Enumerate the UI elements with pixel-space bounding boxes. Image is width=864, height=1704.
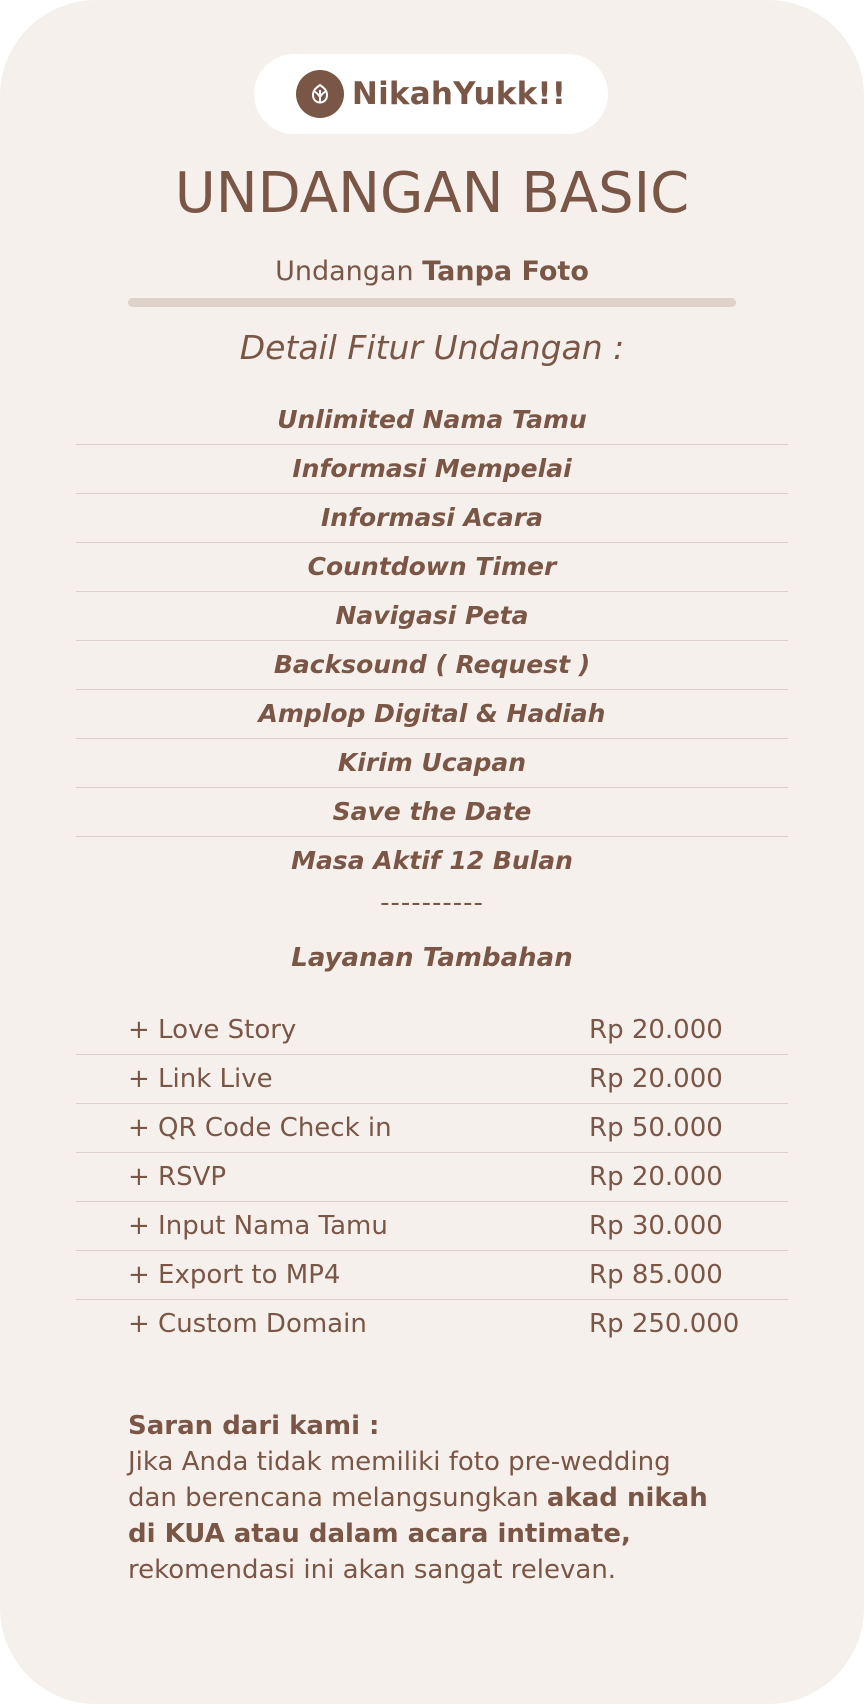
page-title: UNDANGAN BASIC <box>174 161 690 226</box>
advice-emphasis: akad nikah <box>546 1483 708 1513</box>
advice-line <box>128 1480 768 1516</box>
addon-price: Rp 20.000 <box>589 1064 723 1094</box>
addon-row <box>76 1251 788 1300</box>
header-divider <box>128 298 736 307</box>
feature-item: Navigasi Peta <box>76 592 788 641</box>
addon-list <box>76 1006 788 1349</box>
addon-price: Rp 30.000 <box>589 1211 723 1241</box>
addon-price: Rp 20.000 <box>589 1162 723 1192</box>
brand-logo <box>254 54 608 134</box>
addon-row <box>76 1202 788 1251</box>
subtitle-bold: Tanpa Foto <box>422 256 589 287</box>
brand-name: NikahYukk!! <box>351 76 567 112</box>
addon-name: + RSVP <box>128 1162 227 1192</box>
feature-item: Backsound ( Request ) <box>76 641 788 690</box>
feature-item: Informasi Acara <box>76 494 788 543</box>
addon-name: + Custom Domain <box>128 1309 367 1339</box>
advice-line: rekomendasi ini akan sangat relevan. <box>128 1555 617 1585</box>
addon-name: + Love Story <box>128 1015 297 1045</box>
feature-item: Kirim Ucapan <box>76 739 788 788</box>
advice-block <box>128 1408 768 1588</box>
feature-item: Unlimited Nama Tamu <box>76 396 788 445</box>
addons-heading: Layanan Tambahan <box>291 943 573 973</box>
addon-name: + Link Live <box>128 1064 273 1094</box>
addon-row <box>76 1006 788 1055</box>
addon-price: Rp 20.000 <box>589 1015 723 1045</box>
addon-name: + QR Code Check in <box>128 1113 392 1143</box>
addon-row <box>76 1055 788 1104</box>
feature-item: Countdown Timer <box>76 543 788 592</box>
advice-text: dan berencana melangsungkan <box>128 1483 539 1513</box>
advice-line: Jika Anda tidak memiliki foto pre-wedding <box>128 1447 671 1477</box>
features-heading: Detail Fitur Undangan : <box>239 328 625 367</box>
addon-name: + Export to MP4 <box>128 1260 341 1290</box>
feature-item: Amplop Digital & Hadiah <box>76 690 788 739</box>
advice-emphasis-line: di KUA atau dalam acara intimate, <box>128 1519 631 1549</box>
advice-title: Saran dari kami : <box>128 1411 380 1441</box>
page-subtitle <box>0 254 864 290</box>
feature-item: Informasi Mempelai <box>76 445 788 494</box>
addon-price: Rp 250.000 <box>589 1309 740 1339</box>
addon-row <box>76 1104 788 1153</box>
subtitle-prefix: Undangan <box>275 256 414 287</box>
feature-item: Save the Date <box>76 788 788 837</box>
tulip-icon <box>296 70 344 118</box>
feature-item: Masa Aktif 12 Bulan <box>291 846 573 875</box>
addon-price: Rp 50.000 <box>589 1113 723 1143</box>
section-separator: ---------- <box>380 888 484 918</box>
feature-list <box>76 396 788 886</box>
addon-row <box>76 1153 788 1202</box>
addon-name: + Input Nama Tamu <box>128 1211 388 1241</box>
addon-price: Rp 85.000 <box>589 1260 723 1290</box>
addon-row <box>76 1300 788 1349</box>
